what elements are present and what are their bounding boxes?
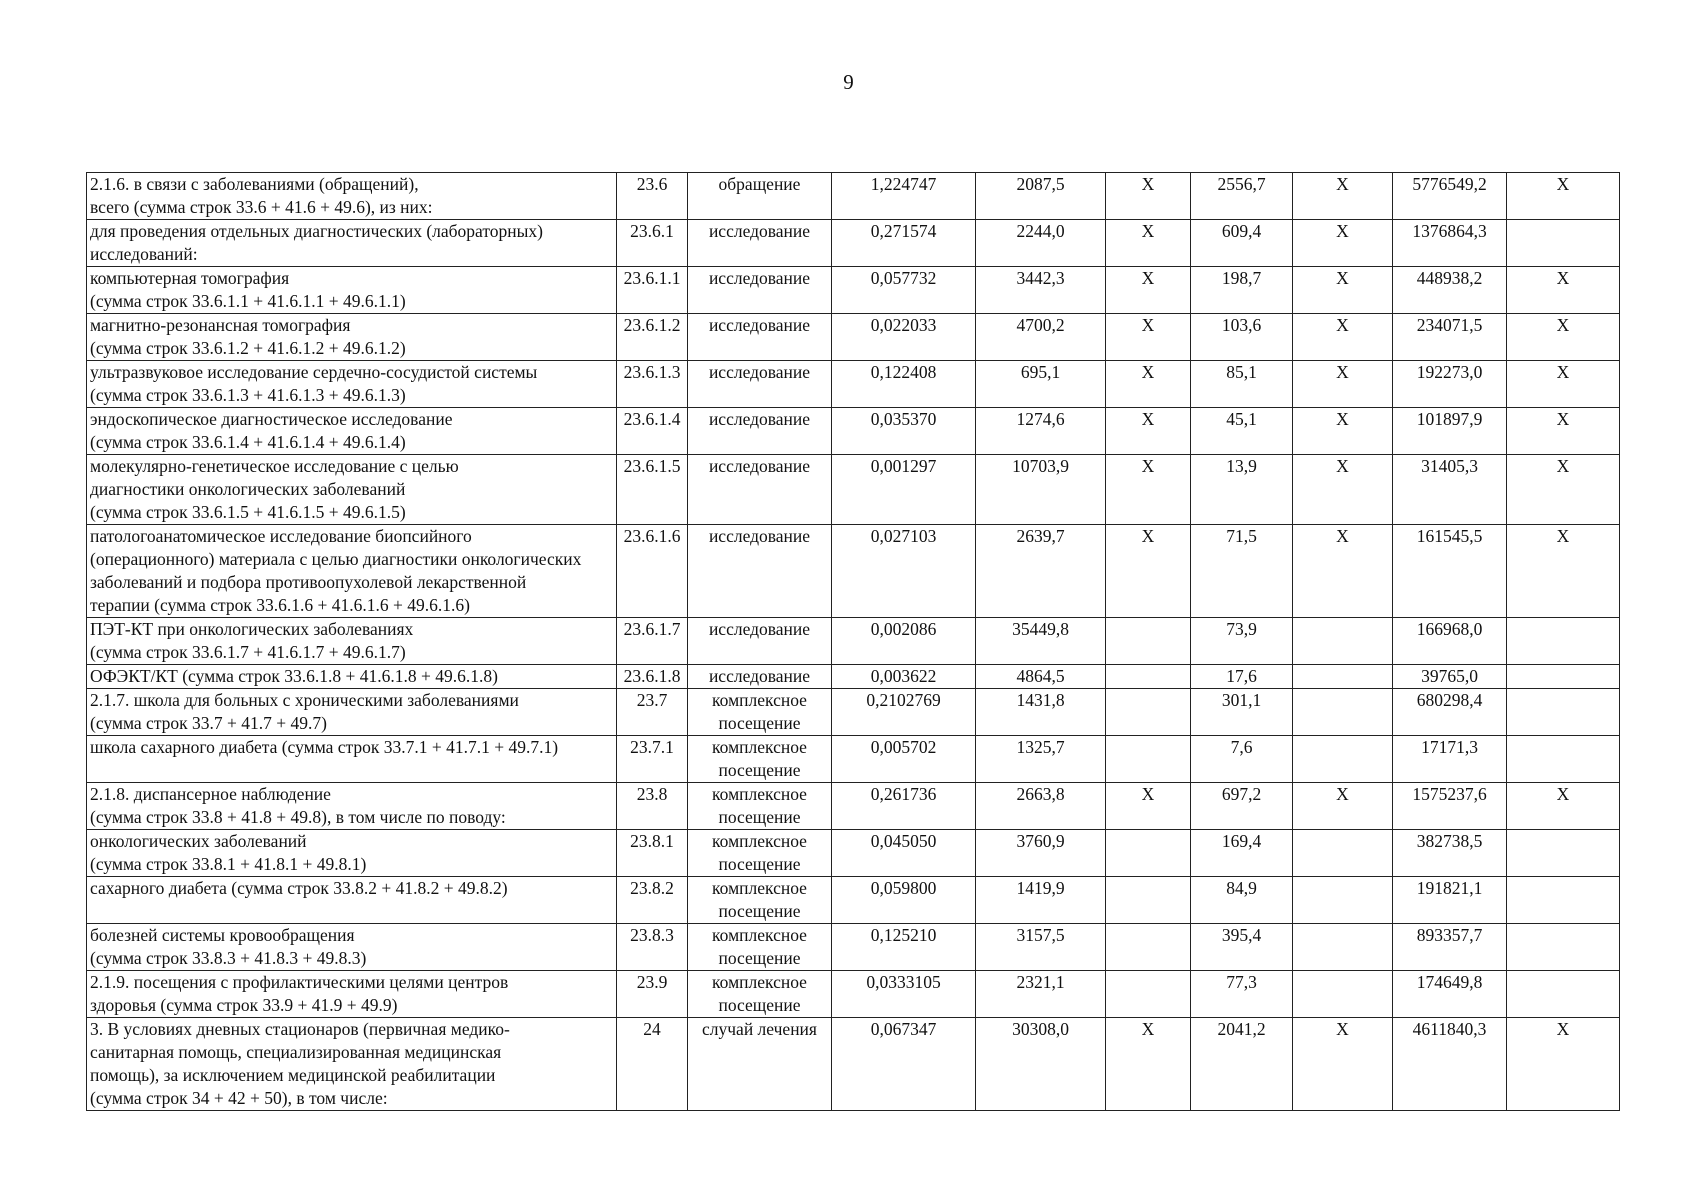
- row-per-capita: 77,3: [1191, 971, 1293, 1018]
- row-x-mark: Х: [1293, 408, 1393, 455]
- row-x-mark: [1507, 924, 1620, 971]
- row-x-mark: [1507, 618, 1620, 665]
- row-cost: 695,1: [976, 361, 1106, 408]
- row-name: патологоанатомическое исследование биопсийного (операционного) материала с целью диагностики онкологических заболеваний и подбора противоопухолевой лекарственной терапии (сумма строк 33.6.1.6 + 41.6.1.6 + 49.6.1.6): [87, 525, 617, 618]
- row-per-capita: 73,9: [1191, 618, 1293, 665]
- row-name: сахарного диабета (сумма строк 33.8.2 + 41.8.2 + 49.8.2): [87, 877, 617, 924]
- table-row: [87, 877, 1620, 924]
- row-norm: 0,125210: [832, 924, 976, 971]
- row-name: эндоскопическое диагностическое исследование (сумма строк 33.6.1.4 + 41.6.1.4 + 49.6.1.4): [87, 408, 617, 455]
- row-total: 893357,7: [1393, 924, 1507, 971]
- row-code: 23.6.1.5: [617, 455, 688, 525]
- row-norm: 0,027103: [832, 525, 976, 618]
- row-name: магнитно-резонансная томография (сумма строк 33.6.1.2 + 41.6.1.2 + 49.6.1.2): [87, 314, 617, 361]
- row-cost: 4864,5: [976, 665, 1106, 689]
- row-x-mark: Х: [1106, 267, 1191, 314]
- row-total: 39765,0: [1393, 665, 1507, 689]
- row-name: школа сахарного диабета (сумма строк 33.7.1 + 41.7.1 + 49.7.1): [87, 736, 617, 783]
- row-name: 2.1.9. посещения с профилактическими целями центров здоровья (сумма строк 33.9 + 41.9 + 49.9): [87, 971, 617, 1018]
- row-norm: 0,059800: [832, 877, 976, 924]
- row-x-mark: [1106, 830, 1191, 877]
- row-norm: 0,0333105: [832, 971, 976, 1018]
- row-total: 382738,5: [1393, 830, 1507, 877]
- row-norm: 0,122408: [832, 361, 976, 408]
- table-row: [87, 971, 1620, 1018]
- row-unit: комплексное посещение: [688, 736, 832, 783]
- row-name: 2.1.8. диспансерное наблюдение (сумма строк 33.8 + 41.8 + 49.8), в том числе по поводу:: [87, 783, 617, 830]
- row-x-mark: [1293, 736, 1393, 783]
- row-code: 23.6.1.3: [617, 361, 688, 408]
- row-norm: 0,057732: [832, 267, 976, 314]
- row-norm: 0,022033: [832, 314, 976, 361]
- row-code: 23.8.1: [617, 830, 688, 877]
- table-row: [87, 173, 1620, 220]
- table-row: [87, 525, 1620, 618]
- row-unit: исследование: [688, 455, 832, 525]
- row-total: 1376864,3: [1393, 220, 1507, 267]
- row-code: 23.6.1.7: [617, 618, 688, 665]
- row-code: 23.6.1: [617, 220, 688, 267]
- data-table: [86, 172, 1620, 1111]
- row-norm: 0,045050: [832, 830, 976, 877]
- row-total: 4611840,3: [1393, 1018, 1507, 1111]
- row-unit: комплексное посещение: [688, 971, 832, 1018]
- row-code: 23.8.2: [617, 877, 688, 924]
- row-x-mark: Х: [1293, 267, 1393, 314]
- row-x-mark: Х: [1106, 220, 1191, 267]
- row-x-mark: Х: [1293, 314, 1393, 361]
- row-x-mark: Х: [1106, 361, 1191, 408]
- table-row: [87, 1018, 1620, 1111]
- row-per-capita: 84,9: [1191, 877, 1293, 924]
- row-unit: комплексное посещение: [688, 877, 832, 924]
- row-cost: 2639,7: [976, 525, 1106, 618]
- row-per-capita: 395,4: [1191, 924, 1293, 971]
- row-x-mark: Х: [1507, 525, 1620, 618]
- row-cost: 2663,8: [976, 783, 1106, 830]
- row-unit: обращение: [688, 173, 832, 220]
- row-total: 234071,5: [1393, 314, 1507, 361]
- table-row: [87, 455, 1620, 525]
- row-code: 23.6.1.6: [617, 525, 688, 618]
- row-norm: 0,261736: [832, 783, 976, 830]
- row-per-capita: 301,1: [1191, 689, 1293, 736]
- row-total: 1575237,6: [1393, 783, 1507, 830]
- row-per-capita: 198,7: [1191, 267, 1293, 314]
- row-code: 23.6.1.4: [617, 408, 688, 455]
- row-norm: 0,067347: [832, 1018, 976, 1111]
- row-norm: 0,005702: [832, 736, 976, 783]
- table-row: [87, 665, 1620, 689]
- table-body: [87, 173, 1620, 1111]
- row-norm: 0,002086: [832, 618, 976, 665]
- row-name: ПЭТ-КТ при онкологических заболеваниях (сумма строк 33.6.1.7 + 41.6.1.7 + 49.6.1.7): [87, 618, 617, 665]
- table-row: [87, 783, 1620, 830]
- row-per-capita: 103,6: [1191, 314, 1293, 361]
- row-x-mark: Х: [1507, 455, 1620, 525]
- row-unit: исследование: [688, 408, 832, 455]
- row-per-capita: 697,2: [1191, 783, 1293, 830]
- row-unit: исследование: [688, 361, 832, 408]
- row-unit: комплексное посещение: [688, 783, 832, 830]
- row-name: ультразвуковое исследование сердечно-сосудистой системы (сумма строк 33.6.1.3 + 41.6.1.3 + 49.6.1.3): [87, 361, 617, 408]
- row-cost: 3442,3: [976, 267, 1106, 314]
- row-per-capita: 169,4: [1191, 830, 1293, 877]
- table-row: [87, 267, 1620, 314]
- row-x-mark: [1507, 220, 1620, 267]
- row-cost: 1419,9: [976, 877, 1106, 924]
- row-code: 23.9: [617, 971, 688, 1018]
- row-x-mark: [1293, 618, 1393, 665]
- row-per-capita: 2556,7: [1191, 173, 1293, 220]
- row-code: 23.6.1.8: [617, 665, 688, 689]
- row-unit: исследование: [688, 220, 832, 267]
- row-x-mark: Х: [1293, 525, 1393, 618]
- row-name: онкологических заболеваний (сумма строк 33.8.1 + 41.8.1 + 49.8.1): [87, 830, 617, 877]
- row-x-mark: Х: [1507, 361, 1620, 408]
- row-code: 23.6.1.1: [617, 267, 688, 314]
- row-norm: 0,2102769: [832, 689, 976, 736]
- row-x-mark: [1507, 971, 1620, 1018]
- row-cost: 3760,9: [976, 830, 1106, 877]
- row-x-mark: Х: [1507, 408, 1620, 455]
- row-x-mark: [1293, 971, 1393, 1018]
- table-row: [87, 736, 1620, 783]
- row-x-mark: Х: [1293, 220, 1393, 267]
- row-x-mark: Х: [1106, 525, 1191, 618]
- row-x-mark: Х: [1507, 783, 1620, 830]
- row-code: 24: [617, 1018, 688, 1111]
- row-total: 31405,3: [1393, 455, 1507, 525]
- row-x-mark: [1293, 830, 1393, 877]
- table-row: [87, 689, 1620, 736]
- row-name: ОФЭКТ/КТ (сумма строк 33.6.1.8 + 41.6.1.8 + 49.6.1.8): [87, 665, 617, 689]
- row-x-mark: [1507, 665, 1620, 689]
- row-code: 23.8: [617, 783, 688, 830]
- row-per-capita: 609,4: [1191, 220, 1293, 267]
- row-cost: 1325,7: [976, 736, 1106, 783]
- row-unit: исследование: [688, 665, 832, 689]
- row-name: 3. В условиях дневных стационаров (первичная медико- санитарная помощь, специализированная медицинская помощь), за исключением медицинской реабилитации (сумма строк 34 + 42 + 50), в том числе:: [87, 1018, 617, 1111]
- row-norm: 0,003622: [832, 665, 976, 689]
- table-row: [87, 618, 1620, 665]
- row-name: 2.1.6. в связи с заболеваниями (обращений), всего (сумма строк 33.6 + 41.6 + 49.6), из них:: [87, 173, 617, 220]
- row-unit: исследование: [688, 525, 832, 618]
- page-number: 9: [843, 70, 854, 94]
- row-code: 23.6: [617, 173, 688, 220]
- row-x-mark: Х: [1293, 173, 1393, 220]
- row-cost: 35449,8: [976, 618, 1106, 665]
- row-name: 2.1.7. школа для больных с хроническими заболеваниями (сумма строк 33.7 + 41.7 + 49.7): [87, 689, 617, 736]
- row-unit: комплексное посещение: [688, 830, 832, 877]
- row-total: 161545,5: [1393, 525, 1507, 618]
- row-cost: 30308,0: [976, 1018, 1106, 1111]
- table-row: [87, 361, 1620, 408]
- row-x-mark: Х: [1507, 314, 1620, 361]
- row-x-mark: Х: [1106, 1018, 1191, 1111]
- row-per-capita: 13,9: [1191, 455, 1293, 525]
- row-cost: 2087,5: [976, 173, 1106, 220]
- row-x-mark: Х: [1293, 783, 1393, 830]
- row-x-mark: [1106, 736, 1191, 783]
- row-name: компьютерная томография (сумма строк 33.6.1.1 + 41.6.1.1 + 49.6.1.1): [87, 267, 617, 314]
- row-total: 101897,9: [1393, 408, 1507, 455]
- row-code: 23.7: [617, 689, 688, 736]
- row-cost: 1274,6: [976, 408, 1106, 455]
- row-x-mark: [1507, 736, 1620, 783]
- row-unit: исследование: [688, 314, 832, 361]
- row-name: болезней системы кровообращения (сумма строк 33.8.3 + 41.8.3 + 49.8.3): [87, 924, 617, 971]
- row-x-mark: [1293, 665, 1393, 689]
- row-x-mark: Х: [1106, 173, 1191, 220]
- row-x-mark: [1106, 618, 1191, 665]
- row-total: 166968,0: [1393, 618, 1507, 665]
- row-norm: 1,224747: [832, 173, 976, 220]
- row-per-capita: 7,6: [1191, 736, 1293, 783]
- row-name: молекулярно-генетическое исследование с целью диагностики онкологических заболеваний (сумма строк 33.6.1.5 + 41.6.1.5 + 49.6.1.5): [87, 455, 617, 525]
- row-code: 23.8.3: [617, 924, 688, 971]
- row-x-mark: [1293, 924, 1393, 971]
- table-row: [87, 314, 1620, 361]
- row-x-mark: [1106, 689, 1191, 736]
- row-per-capita: 2041,2: [1191, 1018, 1293, 1111]
- row-x-mark: [1507, 877, 1620, 924]
- row-x-mark: Х: [1507, 1018, 1620, 1111]
- row-x-mark: Х: [1293, 455, 1393, 525]
- row-x-mark: [1106, 971, 1191, 1018]
- row-x-mark: [1106, 665, 1191, 689]
- row-unit: комплексное посещение: [688, 689, 832, 736]
- row-cost: 2321,1: [976, 971, 1106, 1018]
- row-per-capita: 71,5: [1191, 525, 1293, 618]
- row-unit: исследование: [688, 618, 832, 665]
- row-unit: комплексное посещение: [688, 924, 832, 971]
- table-row: [87, 220, 1620, 267]
- row-total: 5776549,2: [1393, 173, 1507, 220]
- row-cost: 10703,9: [976, 455, 1106, 525]
- row-total: 448938,2: [1393, 267, 1507, 314]
- row-per-capita: 85,1: [1191, 361, 1293, 408]
- row-x-mark: [1507, 689, 1620, 736]
- row-x-mark: [1293, 689, 1393, 736]
- row-cost: 4700,2: [976, 314, 1106, 361]
- row-x-mark: [1106, 877, 1191, 924]
- row-norm: 0,271574: [832, 220, 976, 267]
- row-name: для проведения отдельных диагностических (лабораторных) исследований:: [87, 220, 617, 267]
- row-x-mark: Х: [1106, 408, 1191, 455]
- row-x-mark: Х: [1293, 361, 1393, 408]
- row-x-mark: [1507, 830, 1620, 877]
- table-row: [87, 830, 1620, 877]
- row-x-mark: Х: [1106, 455, 1191, 525]
- row-total: 192273,0: [1393, 361, 1507, 408]
- row-x-mark: Х: [1507, 173, 1620, 220]
- row-norm: 0,035370: [832, 408, 976, 455]
- row-total: 680298,4: [1393, 689, 1507, 736]
- row-per-capita: 17,6: [1191, 665, 1293, 689]
- table-row: [87, 924, 1620, 971]
- row-x-mark: Х: [1106, 314, 1191, 361]
- row-per-capita: 45,1: [1191, 408, 1293, 455]
- row-total: 17171,3: [1393, 736, 1507, 783]
- row-x-mark: [1106, 924, 1191, 971]
- row-cost: 3157,5: [976, 924, 1106, 971]
- row-x-mark: Х: [1106, 783, 1191, 830]
- row-x-mark: [1293, 877, 1393, 924]
- row-norm: 0,001297: [832, 455, 976, 525]
- row-cost: 2244,0: [976, 220, 1106, 267]
- row-unit: случай лечения: [688, 1018, 832, 1111]
- row-x-mark: Х: [1293, 1018, 1393, 1111]
- row-total: 174649,8: [1393, 971, 1507, 1018]
- row-total: 191821,1: [1393, 877, 1507, 924]
- table-row: [87, 408, 1620, 455]
- row-cost: 1431,8: [976, 689, 1106, 736]
- row-code: 23.6.1.2: [617, 314, 688, 361]
- row-unit: исследование: [688, 267, 832, 314]
- row-x-mark: Х: [1507, 267, 1620, 314]
- row-code: 23.7.1: [617, 736, 688, 783]
